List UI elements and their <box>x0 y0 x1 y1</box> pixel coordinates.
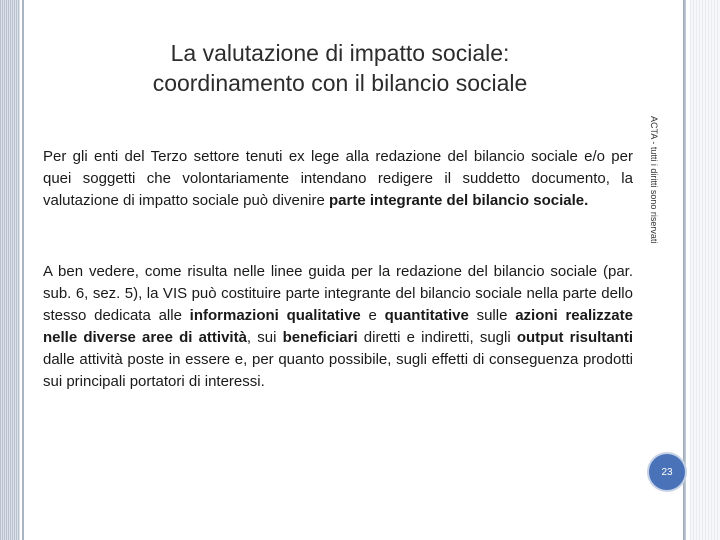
left-decorative-stripe <box>0 0 20 540</box>
paragraph-text: A ben vedere, come risulta nelle linee guida per la redazione del bilancio sociale (par. sub. 6, sez. 5), la VIS può costituire parte integrante del bilancio sociale nella parte dello stesso dedicata alle <box>43 263 633 324</box>
paragraph-terzo-settore <box>43 146 633 212</box>
paragraph-text: , sui <box>246 329 283 346</box>
paragraph-text: sulle <box>468 307 516 324</box>
paragraph-text: Per gli enti del Terzo settore tenuti ex lege alla redazione del bilancio sociale e/o per quei soggetti che volontariamente intendano redigere il suddetto documento, la valutazione di impatto sociale può divenire <box>43 148 633 209</box>
emphasis-text: informazioni qualitative <box>189 307 361 324</box>
paragraph-text: e <box>360 307 385 324</box>
emphasis-text: parte integrante del bilancio sociale. <box>329 192 589 209</box>
page-number-badge <box>647 452 687 492</box>
copyright-side-note: ACTA - tutti i diritti sono riservati <box>649 116 659 244</box>
paragraph-text: dalle attività poste in essere e, per quanto possibile, sugli effetti di conseguenza prodotti sui principali portatori di interessi. <box>43 351 633 390</box>
left-divider-line <box>22 0 24 540</box>
page-number: 23 <box>661 466 673 478</box>
right-divider-line <box>683 0 686 540</box>
emphasis-text: azioni realizzate nelle diverse aree di attività <box>43 307 633 346</box>
paragraph-text: diretti e indiretti, sugli <box>357 329 517 346</box>
emphasis-text: beneficiari <box>282 329 358 346</box>
emphasis-text: output risultanti <box>516 329 633 346</box>
right-decorative-band <box>690 0 720 540</box>
slide-title-line-1: La valutazione di impatto sociale: <box>170 40 510 66</box>
slide-title <box>60 38 620 98</box>
slide-title-line-2: coordinamento con il bilancio sociale <box>152 70 528 96</box>
paragraph-linee-guida <box>43 261 633 393</box>
emphasis-text: quantitative <box>384 307 469 324</box>
